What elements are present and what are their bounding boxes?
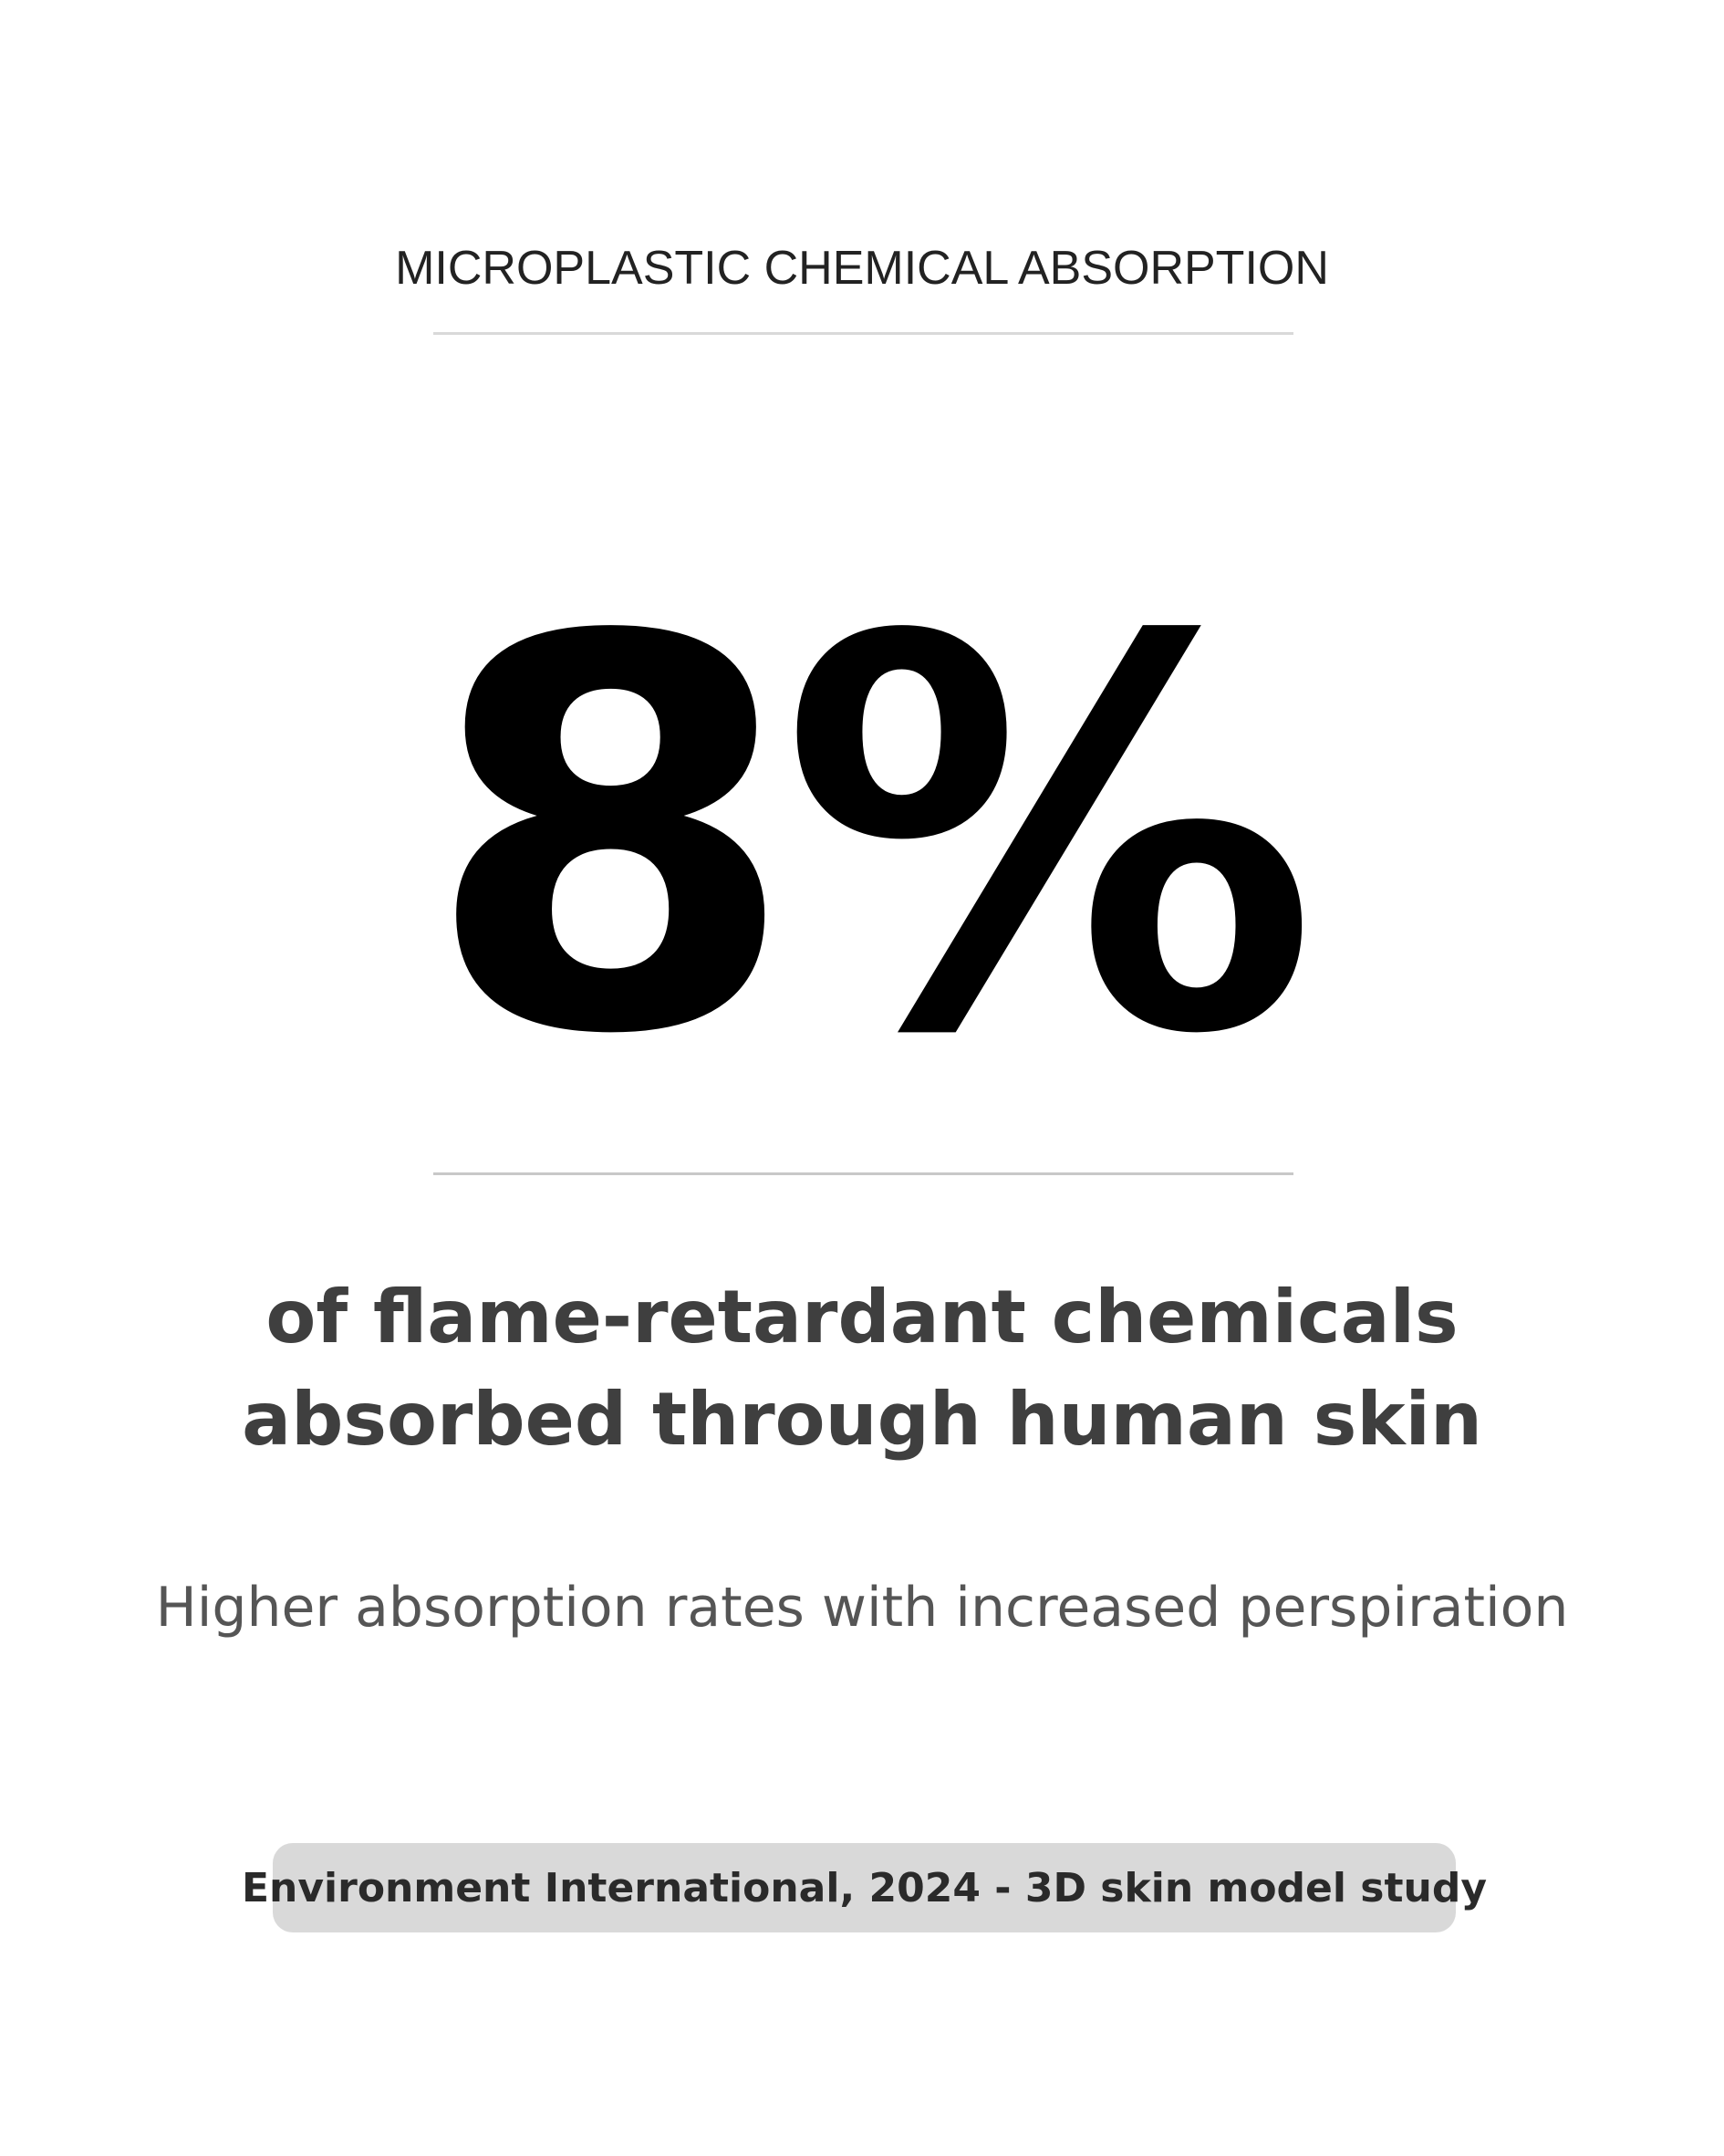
stat-description (0, 1266, 1724, 1471)
supporting-note: Higher absorption rates with increased perspiration (155, 1576, 1569, 1640)
big-stat-value: 8% (423, 526, 1301, 1152)
stat-description-line-1: of flame-retardant chemicals (265, 1275, 1459, 1359)
top-divider (433, 332, 1293, 335)
stat-description-line-2: absorbed through human skin (242, 1377, 1482, 1462)
source-badge (241, 1843, 1488, 1932)
source-text: Environment International, 2024 - 3D skin model study (241, 1864, 1488, 1911)
bottom-divider (433, 1172, 1293, 1175)
eyebrow-title: MICROPLASTIC CHEMICAL ABSORPTION (395, 242, 1329, 295)
